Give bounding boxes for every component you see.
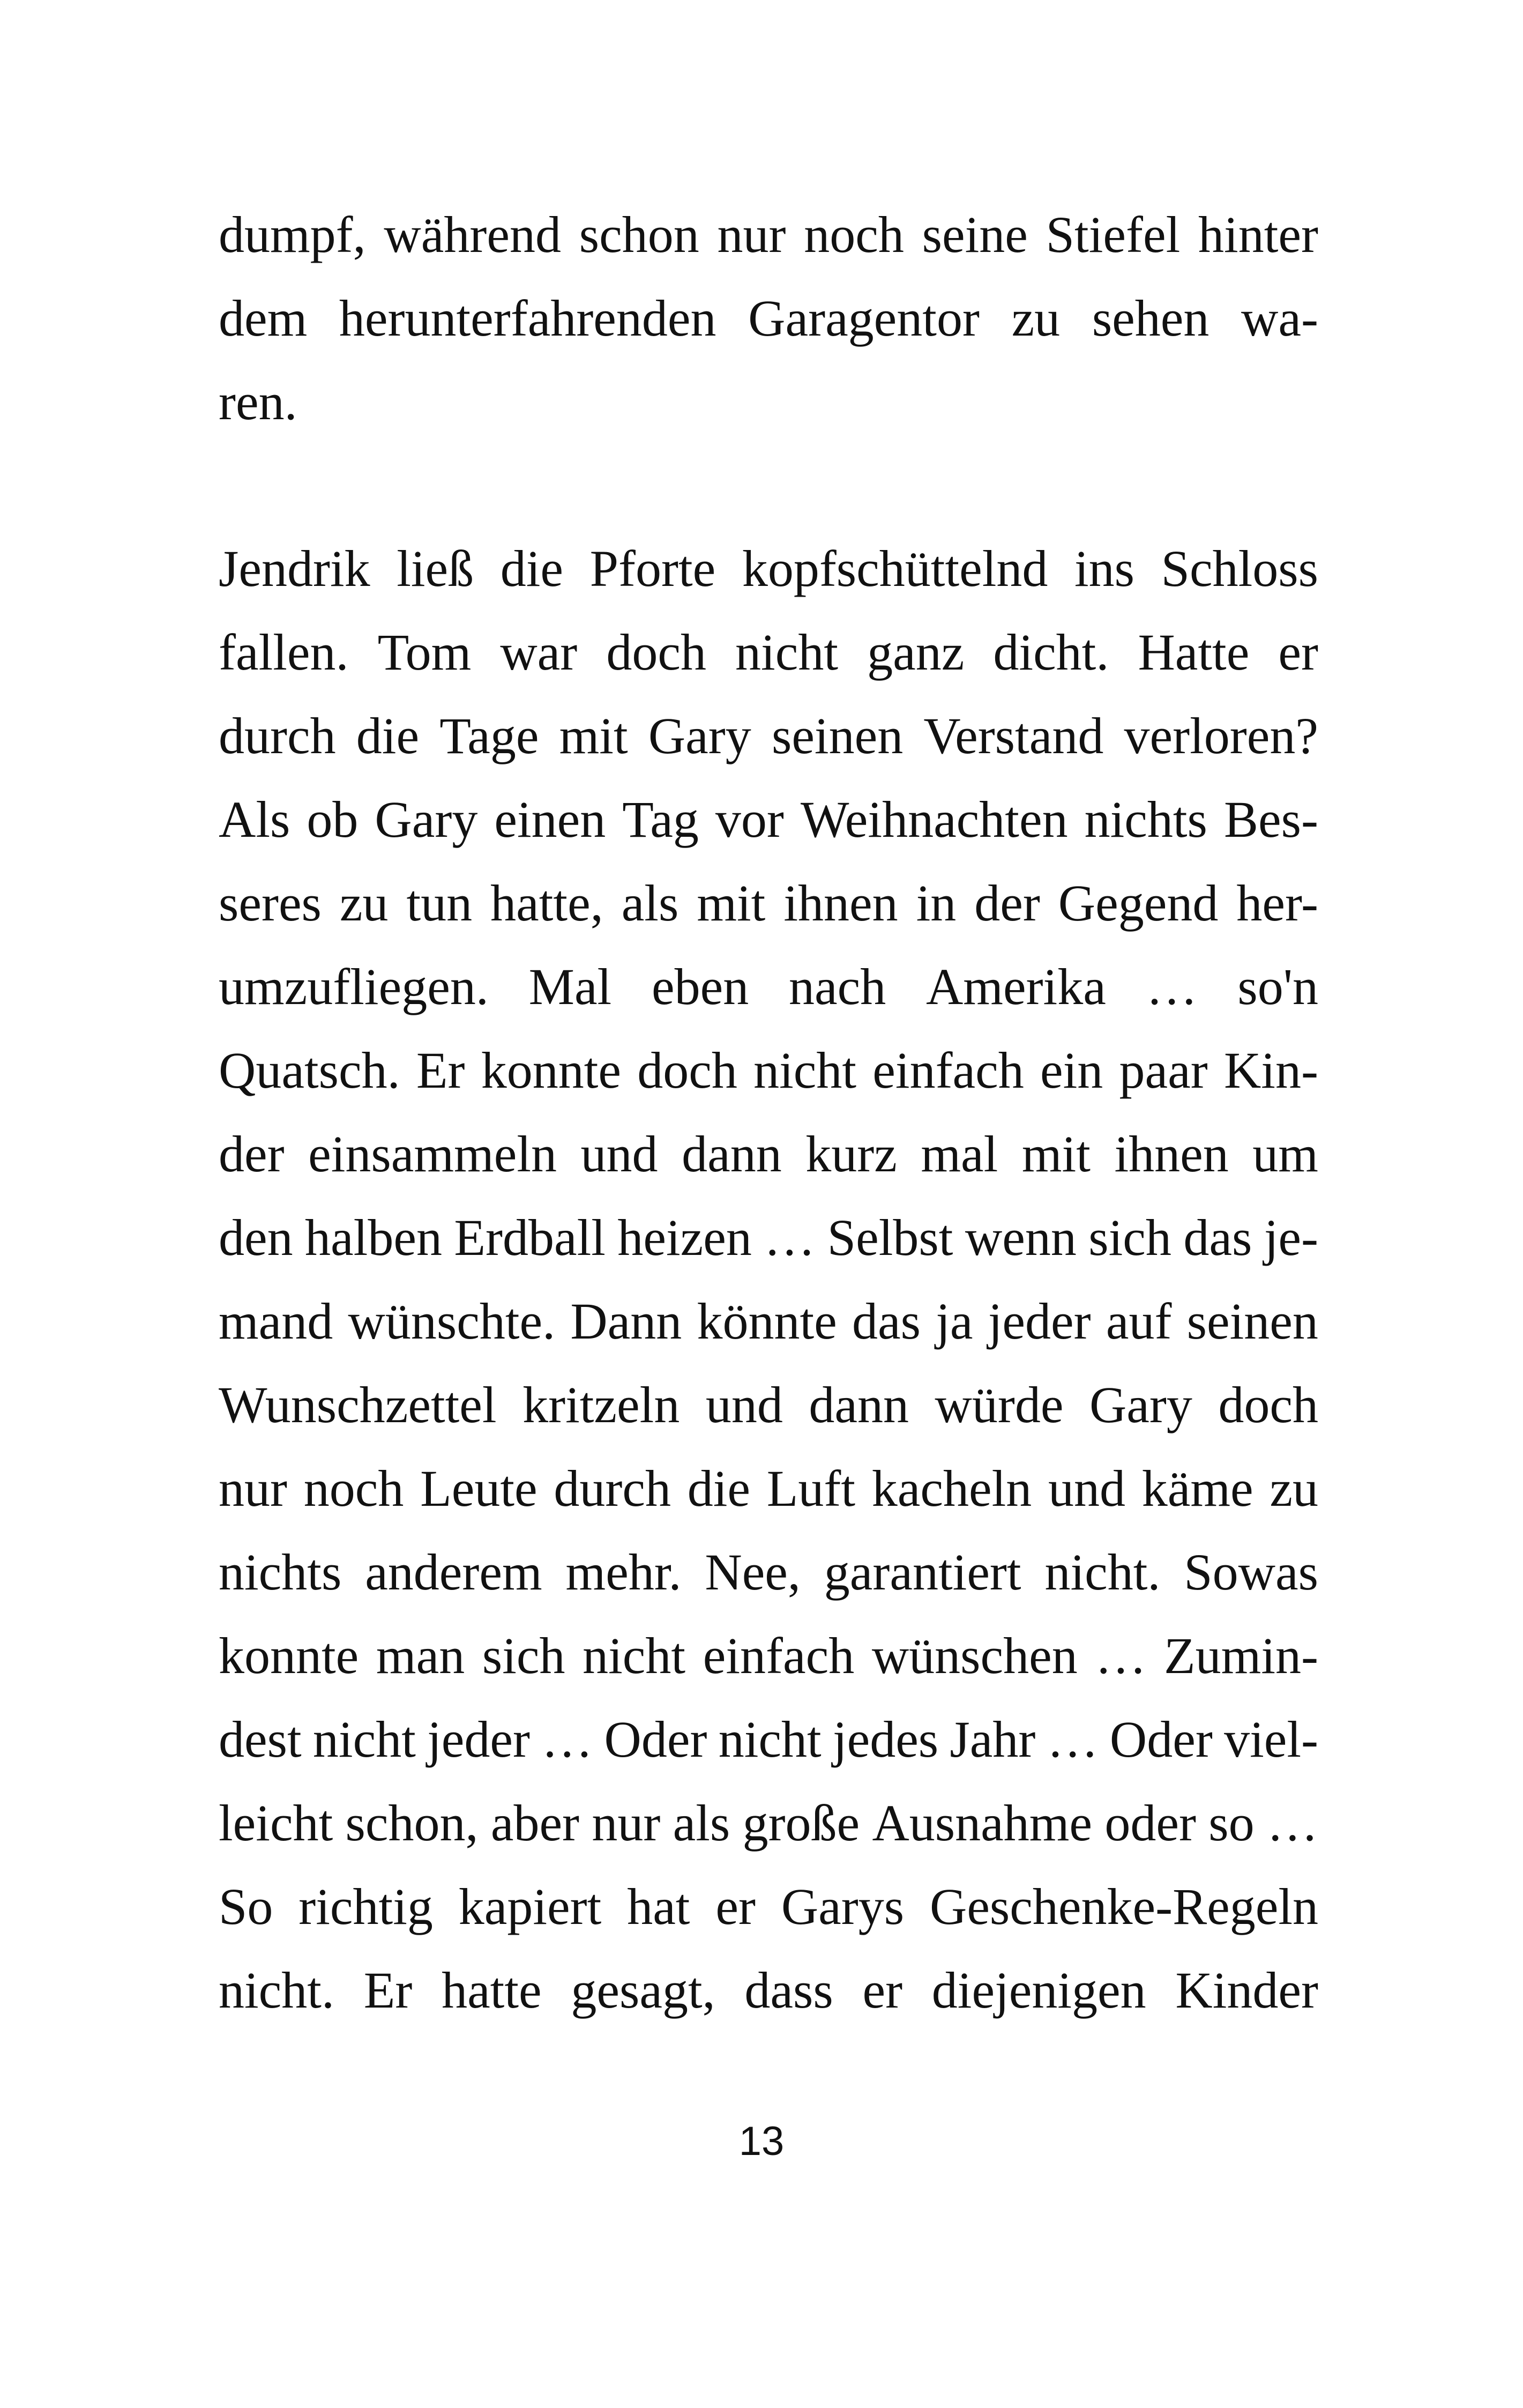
word: ihnen xyxy=(1114,1125,1229,1183)
text-line xyxy=(219,1112,1318,1196)
text-line xyxy=(219,945,1318,1029)
word: so'n xyxy=(1237,958,1318,1015)
word: kritzeln xyxy=(522,1376,680,1433)
word: hinter xyxy=(1198,206,1318,263)
word: man xyxy=(376,1627,465,1684)
word: Oder xyxy=(604,1711,707,1768)
word: heizen xyxy=(617,1209,752,1266)
word: Er xyxy=(363,1961,413,2019)
word: nach xyxy=(788,958,886,1015)
word: ganz xyxy=(867,623,965,681)
word: anderem xyxy=(365,1543,542,1601)
word: seres xyxy=(219,874,322,932)
word: wünschte. xyxy=(348,1292,556,1350)
word: so xyxy=(1208,1794,1255,1852)
paragraph-1 xyxy=(219,193,1318,444)
word: Zumin- xyxy=(1164,1627,1318,1684)
word: während xyxy=(384,206,561,263)
word: ren. xyxy=(219,373,297,430)
word: zu xyxy=(1270,1460,1318,1517)
word: nicht xyxy=(583,1627,686,1684)
word: durch xyxy=(219,707,336,764)
word: Luft xyxy=(766,1460,855,1517)
word: und xyxy=(580,1125,658,1183)
word: kapiert xyxy=(458,1878,602,1935)
word: Gegend xyxy=(1058,874,1219,932)
word: nichts xyxy=(219,1543,342,1601)
word: würde xyxy=(935,1376,1064,1433)
word: Bes- xyxy=(1223,791,1318,848)
word: ihnen xyxy=(783,874,898,932)
word: nur xyxy=(219,1460,287,1517)
word: eben xyxy=(651,958,749,1015)
word: dann xyxy=(809,1376,909,1433)
word: dem xyxy=(219,289,308,347)
word: noch xyxy=(303,1460,404,1517)
text-line xyxy=(219,1614,1318,1698)
text-line xyxy=(219,861,1318,945)
text-line xyxy=(219,1949,1318,2032)
word: Er xyxy=(416,1042,465,1099)
word: Leute xyxy=(420,1460,537,1517)
word: Sowas xyxy=(1184,1543,1318,1601)
word: mand xyxy=(219,1292,333,1350)
word: Weihnachten xyxy=(800,791,1068,848)
text-line xyxy=(219,193,1318,277)
word: jedes xyxy=(832,1711,939,1768)
word: Dann xyxy=(570,1292,682,1350)
word: Schloss xyxy=(1161,540,1318,597)
word: sehen xyxy=(1092,289,1210,347)
word: … xyxy=(1266,1794,1318,1852)
word: sich xyxy=(482,1627,565,1684)
word: doch xyxy=(637,1042,737,1099)
word: seinen xyxy=(771,707,904,764)
text-line xyxy=(219,1781,1318,1865)
word: einfach xyxy=(703,1627,855,1684)
word: Verstand xyxy=(923,707,1104,764)
word: Gary xyxy=(648,707,751,764)
word: paar xyxy=(1119,1042,1208,1099)
word: … xyxy=(1095,1627,1147,1684)
word: ins xyxy=(1074,540,1135,597)
word: konnte xyxy=(219,1627,359,1684)
word: noch xyxy=(804,206,904,263)
word: Garys xyxy=(781,1878,905,1935)
word: Jahr xyxy=(950,1711,1036,1768)
word: als xyxy=(621,874,679,932)
word: Pforte xyxy=(589,540,716,597)
word: mit xyxy=(1021,1125,1091,1183)
text-line xyxy=(219,1029,1318,1112)
paragraph-2 xyxy=(219,527,1318,2032)
word: mit xyxy=(697,874,766,932)
word: durch xyxy=(554,1460,671,1517)
word: nicht xyxy=(718,1711,822,1768)
text-line xyxy=(219,694,1318,778)
word: verloren? xyxy=(1124,707,1318,764)
word: war xyxy=(500,623,578,681)
text-line xyxy=(219,1447,1318,1530)
word: Tage xyxy=(439,707,539,764)
word: mal xyxy=(921,1125,998,1183)
word: Gary xyxy=(1089,1376,1192,1433)
word: doch xyxy=(1218,1376,1318,1433)
word: einen xyxy=(494,791,606,848)
word: auf xyxy=(1106,1292,1172,1350)
text-line xyxy=(219,1530,1318,1614)
word: nicht. xyxy=(1044,1543,1161,1601)
word: Als xyxy=(219,791,290,848)
word: schon xyxy=(579,206,699,263)
word: zu xyxy=(339,874,389,932)
word: kurz xyxy=(805,1125,897,1183)
word: die xyxy=(500,540,564,597)
word: leicht xyxy=(219,1794,333,1852)
text-line xyxy=(219,360,1318,444)
word: hat xyxy=(627,1878,690,1935)
word: aber xyxy=(490,1794,580,1852)
word: ließ xyxy=(397,540,474,597)
word: den xyxy=(219,1209,293,1266)
word: dumpf, xyxy=(219,206,366,263)
word: wünschen xyxy=(871,1627,1078,1684)
word: nicht xyxy=(312,1711,416,1768)
text-line xyxy=(219,1280,1318,1363)
word: um xyxy=(1252,1125,1318,1183)
word: der xyxy=(974,874,1040,932)
word: Geschenke-Regeln xyxy=(929,1878,1318,1935)
word: dicht. xyxy=(993,623,1109,681)
word: er xyxy=(715,1878,756,1935)
word: kopfschüttelnd xyxy=(742,540,1048,597)
page-number: 13 xyxy=(738,2119,785,2164)
word: das xyxy=(1183,1209,1252,1266)
word: garantiert xyxy=(824,1543,1021,1601)
word: Stiefel xyxy=(1046,206,1181,263)
word: Amerika xyxy=(925,958,1106,1015)
text-line xyxy=(219,778,1318,861)
word: fallen. xyxy=(219,623,349,681)
word: Wunschzettel xyxy=(219,1376,497,1433)
word: seine xyxy=(922,206,1028,263)
word: Kinder xyxy=(1175,1961,1318,2019)
word: käme xyxy=(1141,1460,1253,1517)
word: und xyxy=(705,1376,783,1433)
word: Nee, xyxy=(705,1543,801,1601)
word: könnte xyxy=(697,1292,837,1350)
word: große xyxy=(742,1794,860,1852)
word: Tag xyxy=(622,791,699,848)
word: kacheln xyxy=(871,1460,1032,1517)
word: nicht. xyxy=(219,1961,334,2019)
word: … xyxy=(764,1209,816,1266)
word: die xyxy=(687,1460,750,1517)
word: … xyxy=(1146,958,1198,1015)
word: jeder xyxy=(427,1711,530,1768)
text-line xyxy=(219,611,1318,694)
word: zu xyxy=(1011,289,1061,347)
word: Oder xyxy=(1109,1711,1213,1768)
word: herunterfahrenden xyxy=(339,289,716,347)
word: viel- xyxy=(1224,1711,1318,1768)
word: vor xyxy=(715,791,784,848)
word: … xyxy=(1047,1711,1099,1768)
word: Jendrik xyxy=(219,540,370,597)
word: dann xyxy=(682,1125,782,1183)
word: wa- xyxy=(1241,289,1318,347)
word: die xyxy=(356,707,420,764)
word: Selbst xyxy=(827,1209,953,1266)
word: nur xyxy=(592,1794,661,1852)
word: diejenigen xyxy=(931,1961,1146,2019)
word: Garagentor xyxy=(748,289,980,347)
word: der xyxy=(219,1125,285,1183)
word: und xyxy=(1048,1460,1125,1517)
text-line xyxy=(219,1865,1318,1949)
word: er xyxy=(1278,623,1318,681)
word: hatte, xyxy=(490,874,603,932)
word: her- xyxy=(1236,874,1318,932)
word: hatte xyxy=(442,1961,542,2019)
word: nicht xyxy=(735,623,838,681)
word: konnte xyxy=(481,1042,621,1099)
word: Erdball xyxy=(454,1209,606,1266)
text-line xyxy=(219,277,1318,360)
word: tun xyxy=(406,874,473,932)
word: sich xyxy=(1088,1209,1171,1266)
word: nicht xyxy=(753,1042,857,1099)
word: dest xyxy=(219,1711,302,1768)
word: Quatsch. xyxy=(219,1042,400,1099)
text-line xyxy=(219,527,1318,611)
word: wenn xyxy=(965,1209,1077,1266)
word: Kin- xyxy=(1223,1042,1318,1099)
word: Tom xyxy=(377,623,472,681)
word: nichts xyxy=(1084,791,1207,848)
text-line xyxy=(219,1196,1318,1280)
word: nur xyxy=(717,206,786,263)
word: halben xyxy=(305,1209,442,1266)
word: er xyxy=(862,1961,903,2019)
word: Mal xyxy=(528,958,612,1015)
word: einsammeln xyxy=(308,1125,557,1183)
word: dass xyxy=(744,1961,833,2019)
word: ja xyxy=(936,1292,973,1350)
word: in xyxy=(916,874,957,932)
word: Ausnahme xyxy=(872,1794,1093,1852)
word: oder xyxy=(1104,1794,1196,1852)
word: richtig xyxy=(298,1878,433,1935)
word: einfach xyxy=(872,1042,1024,1099)
word: doch xyxy=(606,623,706,681)
word: mehr. xyxy=(565,1543,682,1601)
text-line xyxy=(219,1698,1318,1781)
word: ob xyxy=(307,791,359,848)
word: Hatte xyxy=(1138,623,1250,681)
word: das xyxy=(852,1292,921,1350)
text-line xyxy=(219,1363,1318,1447)
word: schon, xyxy=(345,1794,479,1852)
word: jeder xyxy=(988,1292,1091,1350)
word: So xyxy=(219,1878,273,1935)
word: seinen xyxy=(1186,1292,1318,1350)
word: gesagt, xyxy=(571,1961,715,2019)
word: als xyxy=(673,1794,730,1852)
word: mit xyxy=(559,707,628,764)
word: Gary xyxy=(375,791,478,848)
word: … xyxy=(541,1711,593,1768)
word: umzufliegen. xyxy=(219,958,489,1015)
word: ein xyxy=(1040,1042,1103,1099)
word: je- xyxy=(1264,1209,1318,1266)
